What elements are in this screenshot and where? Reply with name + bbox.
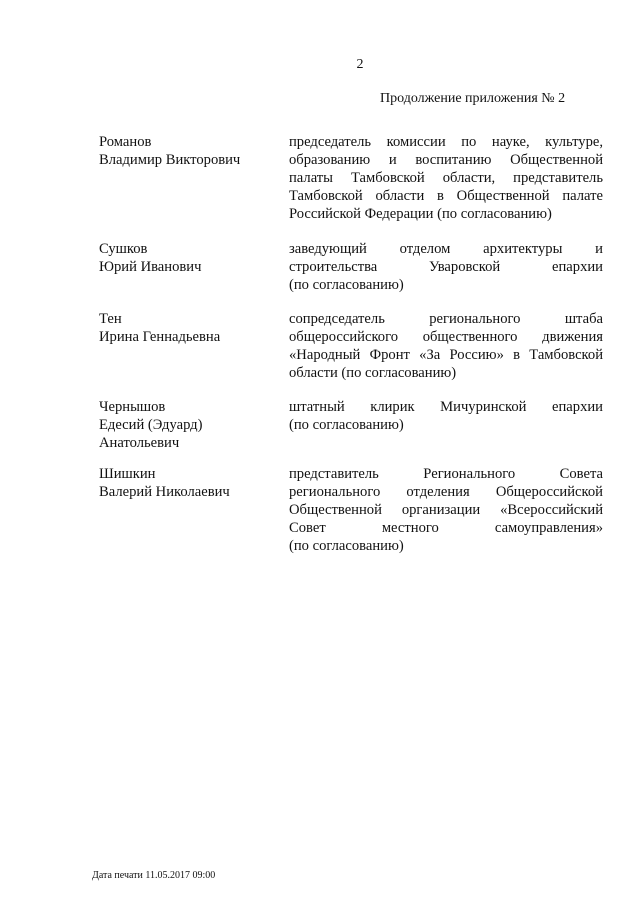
member-name: Шишкин Валерий Николаевич <box>99 466 230 500</box>
description-line: регионального отделения Общероссийской <box>289 484 603 500</box>
member-description <box>289 398 603 434</box>
description-line: представитель Регионального Совета <box>289 466 603 482</box>
description-line: образованию и воспитанию Общественной <box>289 152 603 168</box>
description-line: (по согласованию) <box>289 538 404 554</box>
member-description <box>289 133 603 223</box>
appendix-continuation-note: Продолжение приложения № 2 <box>380 91 566 106</box>
description-line: сопредседатель регионального штаба <box>289 311 603 327</box>
member-name: Чернышов Едесий (Эдуард) Анатольевич <box>99 399 203 451</box>
description-line: председатель комиссии по науке, культуре, <box>289 134 603 150</box>
description-line: заведующий отделом архитектуры и <box>289 241 603 257</box>
description-line: штатный клирик Мичуринской епархии <box>289 399 603 415</box>
description-line: Российской Федерации (по согласованию) <box>289 206 552 222</box>
description-line: общероссийского общественного движения <box>289 329 603 345</box>
member-name: Тен Ирина Геннадьевна <box>99 311 221 345</box>
description-line: «Народный Фронт «За Россию» в Тамбовской <box>289 347 603 363</box>
member-description <box>289 465 603 555</box>
member-name: Романов Владимир Викторович <box>99 134 241 168</box>
description-line: Совет местного самоуправления» <box>289 520 603 536</box>
print-date: Дата печати 11.05.2017 09:00 <box>92 870 216 881</box>
description-line: (по согласованию) <box>289 417 404 433</box>
member-description <box>289 310 603 382</box>
page-number: 2 <box>356 57 364 72</box>
description-line: палаты Тамбовской области, представитель <box>289 170 603 186</box>
description-line: области (по согласованию) <box>289 365 457 381</box>
member-name: Сушков Юрий Иванович <box>99 241 202 275</box>
description-line: Общественной организации «Всероссийский <box>289 502 603 518</box>
description-line: строительства Уваровской епархии <box>289 259 603 275</box>
description-line: Тамбовской области в Общественной палате <box>289 188 603 204</box>
member-description <box>289 240 603 294</box>
description-line: (по согласованию) <box>289 277 404 293</box>
